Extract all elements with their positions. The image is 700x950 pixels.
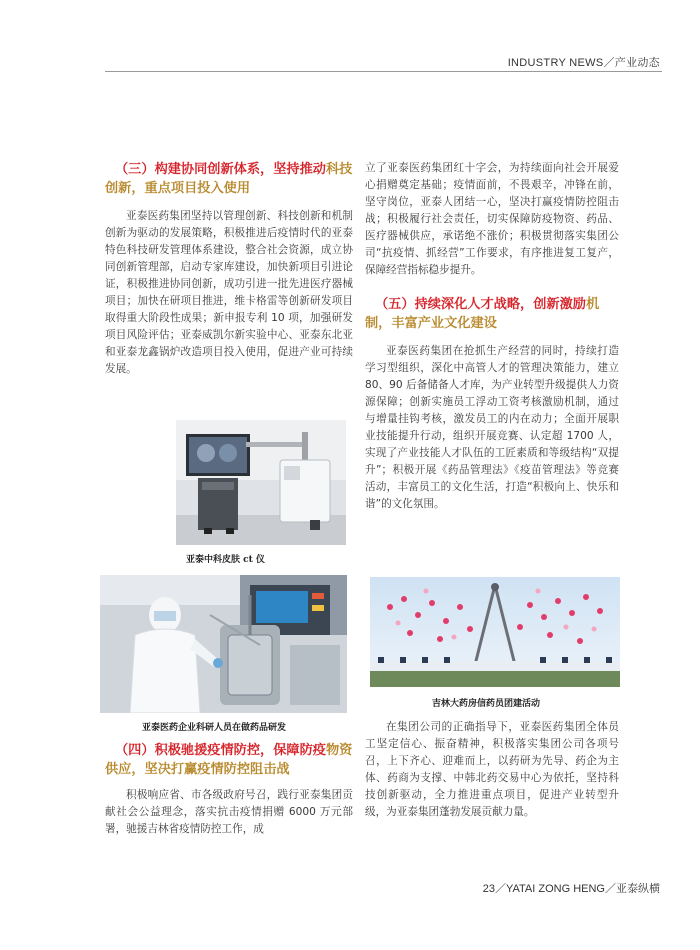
footer-page-info: 23／YATAI ZONG HENG／亚泰纵横 bbox=[482, 883, 660, 895]
section-3-title-b: 科技创新，重点项目投入使用 bbox=[105, 162, 353, 196]
lab-research-photo bbox=[100, 575, 347, 713]
section-4-title-b: 物资供应，坚决打赢疫情防控阻击战 bbox=[105, 743, 353, 777]
section-4-number: （四） bbox=[115, 743, 155, 758]
section-3-heading bbox=[105, 160, 353, 198]
section-3-body: 亚泰医药集团坚持以管理创新、科技创新和机制创新为驱动的发展策略，积极推进后疫情时代的亚泰特色科技研发管理体系建设，整合社会资源，成立协同创新管理部，启动专家库建设，加快新项目引进论证，积极推进协同创新，成功引进一批先进医疗器械项目；加快在研项目推进，维卡格雷等创新研发项目取得重大阶段性成果；新申报专利 10 项，加强研发项目风险评估；亚泰威凯尔新实验中心、亚泰东北亚和亚泰龙鑫锅炉改造项目投入使用，促进产业可持续发展。 bbox=[105, 210, 353, 375]
section-4-continuation: 立了亚泰医药集团红十字会，为持续面向社会开展爱心捐赠奠定基础；疫情面前，不畏艰辛，冲锋在前，坚守岗位，亚泰人团结一心，坚决打赢疫情防控阻击战；积极履行社会责任，切实保障防疫物资、药品、医疗器械供应，承诺绝不涨价；积极贯彻落实集团公司“抗疫情、抓经营”工作要求，有序推进复工复产，保障经营指标稳步提升。 bbox=[365, 162, 619, 276]
section-5-body: 亚泰医药集团在抢抓生产经营的同时，持续打造学习型组织，深化中高管人才的管理决策能力，建立 80、90 后备储备人才库，为产业转型升级提供人力资源保障；创新实施员工浮动工资考核激励机制，通过与增量挂钩考核，激发员工的内在动力；全面开展职业技能提升行动，组织开展竞赛、认定超 1700 人，实现了产业技能人才队伍的工匠素质和等级结构“双提升”；积极开展《药品管理法》《疫苗管理法》等竞赛活动，丰富员工的文化生活，打造“积极向上、快乐和谐”的文化氛围。 bbox=[365, 345, 619, 510]
right-column bbox=[365, 160, 619, 513]
section-4-title-a: 积极驰援疫情防控，保障防疫 bbox=[154, 743, 326, 758]
section-3-title-a: 构建协同创新体系，坚持推动 bbox=[154, 162, 326, 177]
ct-device-photo bbox=[176, 420, 346, 545]
section-5-title-a: 持续深化人才战略，创新激励 bbox=[414, 297, 586, 312]
section-4-block bbox=[105, 741, 353, 838]
caption-ct-device: 亚泰中科皮肤 ct 仪 bbox=[186, 555, 265, 565]
section-5-title-b: 机制，丰富产业文化建设 bbox=[365, 297, 600, 331]
left-column bbox=[105, 160, 353, 378]
header-title: INDUSTRY NEWS／产业动态 bbox=[507, 57, 660, 69]
section-5-heading bbox=[365, 295, 619, 333]
section-4-body: 积极响应省、市各级政府号召，践行亚泰集团贡献社会公益理念，落实抗击疫情捐赠 6000 万元部署，驰援吉林省疫情防控工作，成 bbox=[105, 789, 353, 835]
closing-block bbox=[365, 719, 619, 821]
section-3-number: （三） bbox=[115, 162, 155, 177]
caption-team-event: 吉林大药房信药员团建活动 bbox=[432, 699, 541, 709]
team-event-photo bbox=[370, 577, 620, 687]
caption-lab-research: 亚泰医药企业科研人员在做药品研发 bbox=[142, 723, 287, 733]
section-5-number: （五） bbox=[375, 297, 415, 312]
closing-body: 在集团公司的正确指导下，亚泰医药集团全体员工坚定信心、振奋精神，积极落实集团公司各项号召，上下齐心、迎难而上，以药研为先导、药企为主体、药商为支撑、中韩北药交易中心为依托，坚持科技创新驱动，全力推进重点项目，促进产业转型升级，为亚泰集团蓬勃发展贡献力量。 bbox=[365, 721, 619, 818]
header-divider bbox=[105, 71, 662, 72]
section-4-heading bbox=[105, 741, 353, 779]
